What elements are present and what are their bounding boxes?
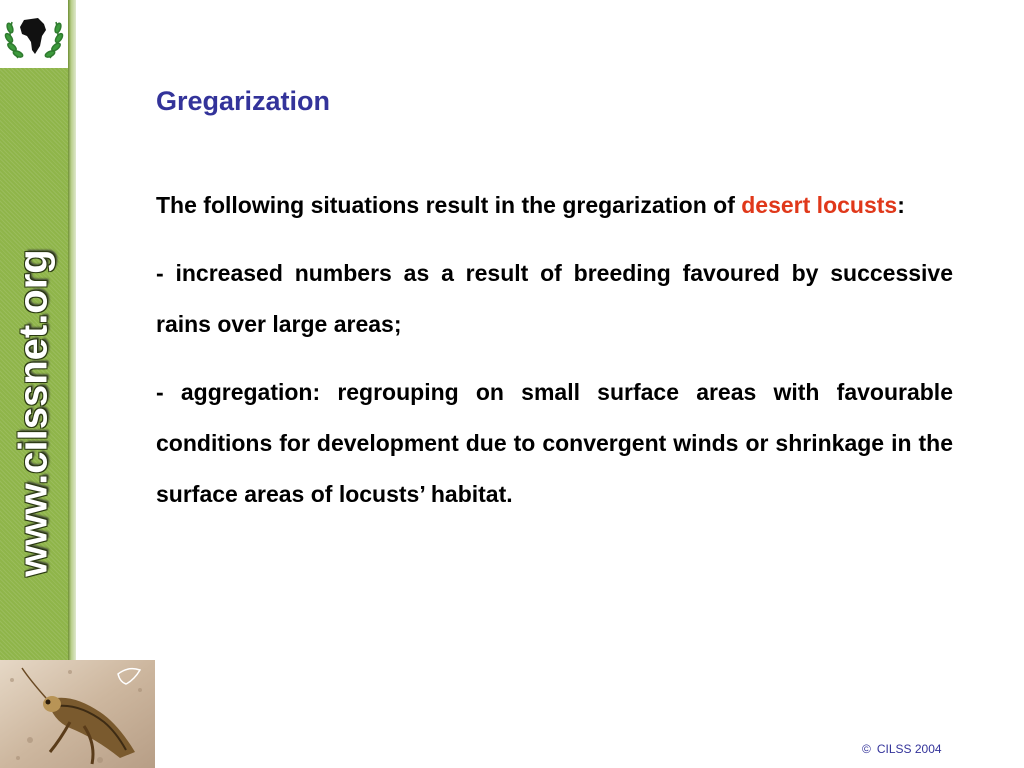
intro-suffix: : [897, 192, 905, 218]
locust-photo-image [0, 660, 155, 768]
copyright-symbol: © [862, 742, 871, 756]
footer-copyright [862, 742, 942, 756]
intro-paragraph [156, 180, 953, 231]
locust-photo [0, 660, 155, 768]
bullet-item: - aggregation: regrouping on small surface areas with favourable conditions for development due to convergent winds or shrinkage in the surface areas of locusts’ habitat. [156, 379, 953, 507]
cilss-logo [0, 0, 68, 68]
intro-prefix: The following situations result in the gregarization of [156, 192, 742, 218]
highlight-term: desert locusts [741, 192, 898, 218]
slide-title: Gregarization [156, 86, 331, 116]
bullet-item: - increased numbers as a result of breeding favoured by successive rains over large areas; [156, 260, 953, 337]
slide-body [156, 180, 953, 537]
sidebar-edge [68, 0, 76, 660]
sidebar [0, 68, 68, 660]
sidebar-url-text: www.cilssnet.org [11, 249, 56, 577]
cilss-logo-icon [0, 0, 68, 68]
copyright-text: CILSS 2004 [876, 742, 942, 756]
